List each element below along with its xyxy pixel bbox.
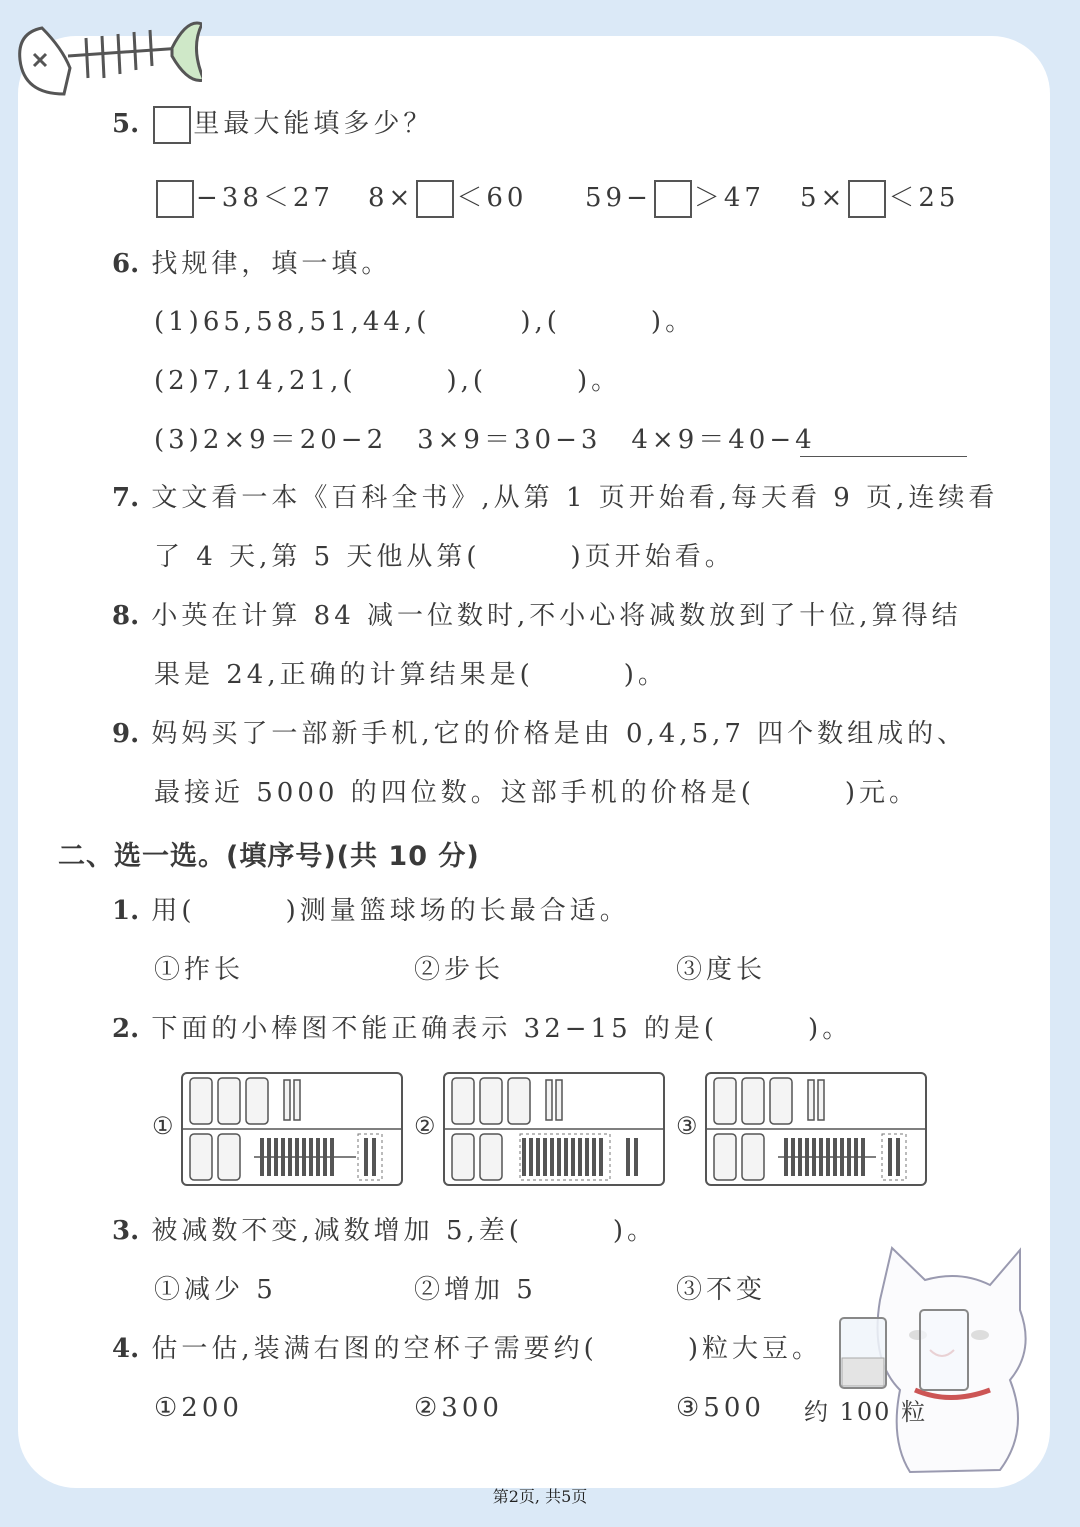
answer-box[interactable]: [156, 180, 194, 218]
expr-after: ＜60: [456, 183, 528, 213]
question-number: 6.: [112, 249, 140, 279]
stick-bundle-diagram: [180, 1070, 435, 1188]
question-text: 里最大能填多少？: [193, 109, 434, 139]
option-2[interactable]: ②步长: [414, 955, 505, 985]
expr-before: 59−: [585, 183, 652, 213]
figure-label: ③: [676, 1112, 698, 1140]
question-text: 用( )测量篮球场的长最合适。: [151, 896, 630, 926]
pattern-3: (3)2×9＝20−2 3×9＝30−3 4×9＝40−4: [154, 425, 816, 455]
option-2[interactable]: ②300: [414, 1393, 503, 1423]
figure-label: ①: [152, 1112, 174, 1140]
section-title: 二、选一选。(填序号)(共 10 分): [58, 841, 480, 872]
expr-after: ＜25: [888, 183, 960, 213]
answer-box[interactable]: [654, 180, 692, 218]
question-number: 5.: [112, 109, 140, 139]
option-1[interactable]: ①减少 5: [154, 1275, 277, 1305]
choice-question-4: [112, 1333, 822, 1365]
question-text: 找规律，填一填。: [151, 249, 392, 279]
option-2[interactable]: ②增加 5: [414, 1275, 537, 1305]
expression-3: [585, 180, 765, 218]
option-3[interactable]: ③度长: [676, 955, 767, 985]
option-1[interactable]: ①200: [154, 1393, 243, 1423]
question-number: 3.: [112, 1216, 140, 1246]
pattern-2: (2)7,14,21,( ),( )。: [154, 366, 622, 396]
expression-2: [368, 180, 527, 218]
question-9-line2: 最接近 5000 的四位数。这部手机的价格是( )元。: [154, 778, 919, 808]
question-number: 4.: [112, 1334, 140, 1364]
stick-bundle-diagram: [442, 1070, 697, 1188]
question-text: 妈妈买了一部新手机,它的价格是由 0,4,5,7 四个数组成的、: [151, 719, 968, 749]
option-3[interactable]: ③500: [676, 1393, 765, 1423]
answer-box[interactable]: [416, 180, 454, 218]
question-7: [112, 482, 998, 514]
question-text: 下面的小棒图不能正确表示 32−15 的是( )。: [151, 1014, 853, 1044]
question-9: [112, 718, 967, 750]
question-5: [112, 106, 433, 144]
bean-cup-icon: [840, 1318, 886, 1388]
fish-bone-icon: [12, 8, 202, 104]
question-text: 小英在计算 84 减一位数时,不小心将减数放到了十位,算得结: [151, 601, 962, 631]
answer-box[interactable]: [153, 106, 191, 144]
expr-before: 5×: [800, 183, 847, 213]
question-number: 7.: [112, 483, 140, 513]
question-text: 文文看一本《百科全书》,从第 1 页开始看,每天看 9 页,连续看: [151, 483, 999, 513]
question-6: [112, 248, 391, 280]
expression-4: [800, 180, 959, 218]
question-number: 9.: [112, 719, 140, 749]
question-number: 1.: [112, 896, 140, 926]
question-number: 2.: [112, 1014, 140, 1044]
expr-after: −38＜27: [196, 183, 334, 213]
question-8: [112, 600, 962, 632]
choice-question-2: [112, 1013, 852, 1045]
page-footer: 第2页, 共5页: [492, 1487, 588, 1506]
answer-box[interactable]: [848, 180, 886, 218]
option-1[interactable]: ①拃长: [154, 955, 245, 985]
question-text: 被减数不变,减数增加 5,差( )。: [151, 1216, 658, 1246]
figure-label: ②: [414, 1112, 436, 1140]
option-3[interactable]: ③不变: [676, 1275, 767, 1305]
question-8-line2: 果是 24,正确的计算结果是( )。: [154, 660, 668, 690]
cat-illustration: [830, 1240, 1050, 1490]
pattern-1: (1)65,58,51,44,( ),( )。: [154, 307, 696, 337]
choice-question-1: [112, 895, 630, 927]
expression-1: [154, 180, 334, 218]
expr-after: ＞47: [693, 183, 765, 213]
question-text: 估一估,装满右图的空杯子需要约( )粒大豆。: [151, 1334, 822, 1364]
answer-line[interactable]: [800, 456, 967, 457]
choice-question-3: [112, 1215, 657, 1247]
question-7-line2: 了 4 天,第 5 天他从第( )页开始看。: [154, 542, 735, 572]
stick-bundle-diagram: [704, 1070, 959, 1188]
expr-before: 8×: [368, 183, 415, 213]
question-number: 8.: [112, 601, 140, 631]
empty-cup-icon: [920, 1310, 968, 1390]
cup-label: 约 100 粒: [804, 1398, 928, 1426]
